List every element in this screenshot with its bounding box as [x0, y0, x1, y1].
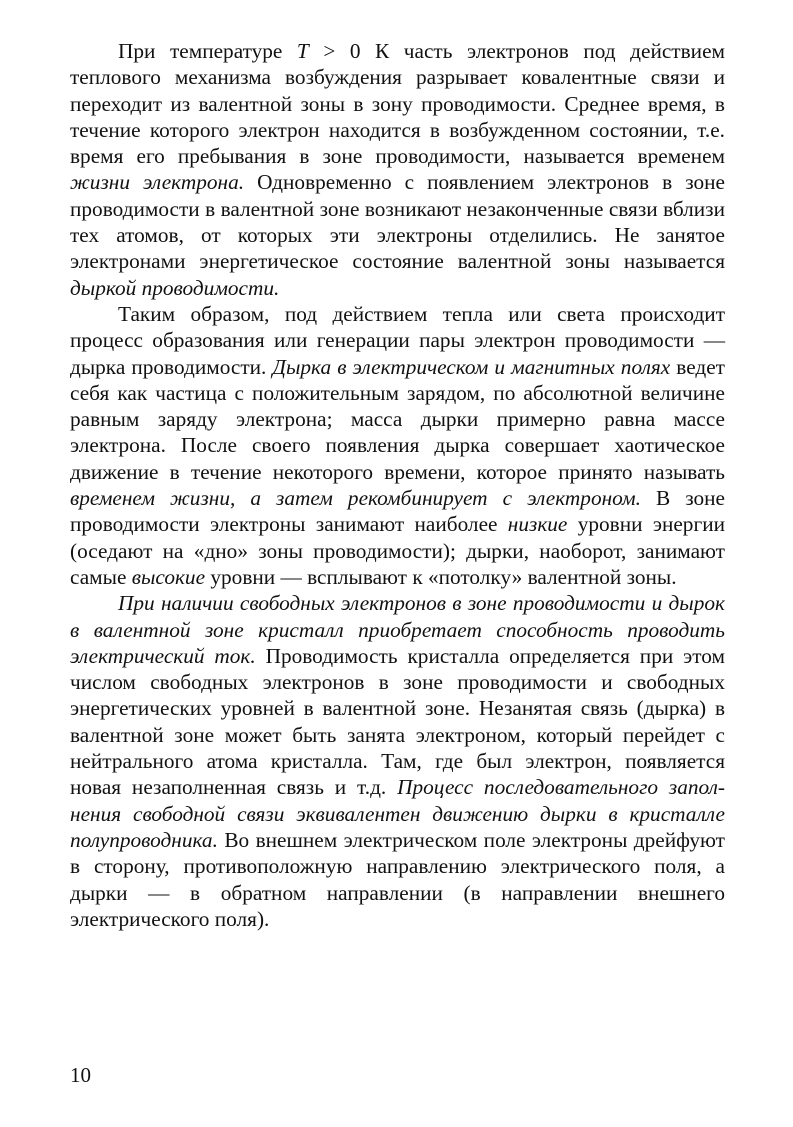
italic-segment: T [296, 39, 309, 63]
text-segment: Во внешнем электрическом поле электроны дрейфуют в сторону, противоположную направлению электрического поля, а дырки — в обратном направлении (в направлении внешнего электрического поля). [70, 827, 725, 931]
italic-segment: временем жизни, а затем рекомбинирует с электроном. [70, 486, 641, 511]
italic-segment: Дырка в электрическом и магнитных полях [272, 354, 671, 379]
italic-segment: низкие [507, 512, 568, 537]
text-segment: уровни — всплывают к «потолку» валентной зоны. [205, 564, 677, 589]
paragraph-3 [70, 590, 725, 932]
italic-segment: жизни электрона. [70, 170, 245, 195]
text-segment: Проводимость кристалла определяется при этом числом свободных электронов в зоне проводимости и свободных энергетических уровней в валентной зоне. Незанятая связь (дырка) в валентной зоне может быть занята электроном, который перейдет с нейтрального атома кристалла. Там, где был электрон, появляется новая незаполненная связь и т.д. [70, 643, 725, 800]
italic-segment: высокие [131, 564, 206, 589]
text-segment: При температуре [118, 39, 297, 63]
body-text [70, 38, 725, 932]
text-segment: уровни энергии (оседают на «дно» зоны проводимости); дырки, наоборот, занимают самые [70, 512, 725, 589]
page-number: 10 [70, 1063, 91, 1087]
text-segment: Одновременно с появлением электронов в зоне проводимости в валентной зоне возникают незаконченные связи вблизи тех атомов, от которых эти электроны отделились. Не занятое электронами энергетическое состояние валентной зоны называется [70, 170, 725, 274]
text-segment: ведет себя как частица с положительным зарядом, по абсолютной величине равным заряду электрона; масса дырки примерно равна массе электрона. После своего появления дырка совершает хаотическое движение в течение некоторого времени, которое принято называть [70, 354, 725, 484]
italic-segment: Процесс последовательного заполнения свободной связи эквивалентен движению дырки в кристалле полупроводника. [70, 775, 726, 852]
paragraph-1 [70, 38, 725, 301]
text-segment: > 0 К часть электронов под действием теплового механизма возбуждения разрывает ковалентные связи и переходит из валентной зоны в зону проводимости. Среднее время, в течение которого электрон находится в возбужденном состоянии, т.е. время его пребывания в зоне проводимости, называется временем [70, 39, 725, 169]
text-segment: Таким образом, под действием тепла или света происходит процесс образования или генерации пары электрон проводимости — дырка проводимости. [70, 301, 725, 379]
italic-segment: При наличии свободных электронов в зоне проводимости и дырок в валентной зоне кристалл приобретает способность проводить электрический ток. [70, 591, 725, 668]
paragraph-2 [70, 301, 725, 590]
text-segment: В зоне проводимости электроны занимают наиболее [70, 486, 725, 537]
italic-segment: дыркой проводимости. [70, 275, 280, 300]
